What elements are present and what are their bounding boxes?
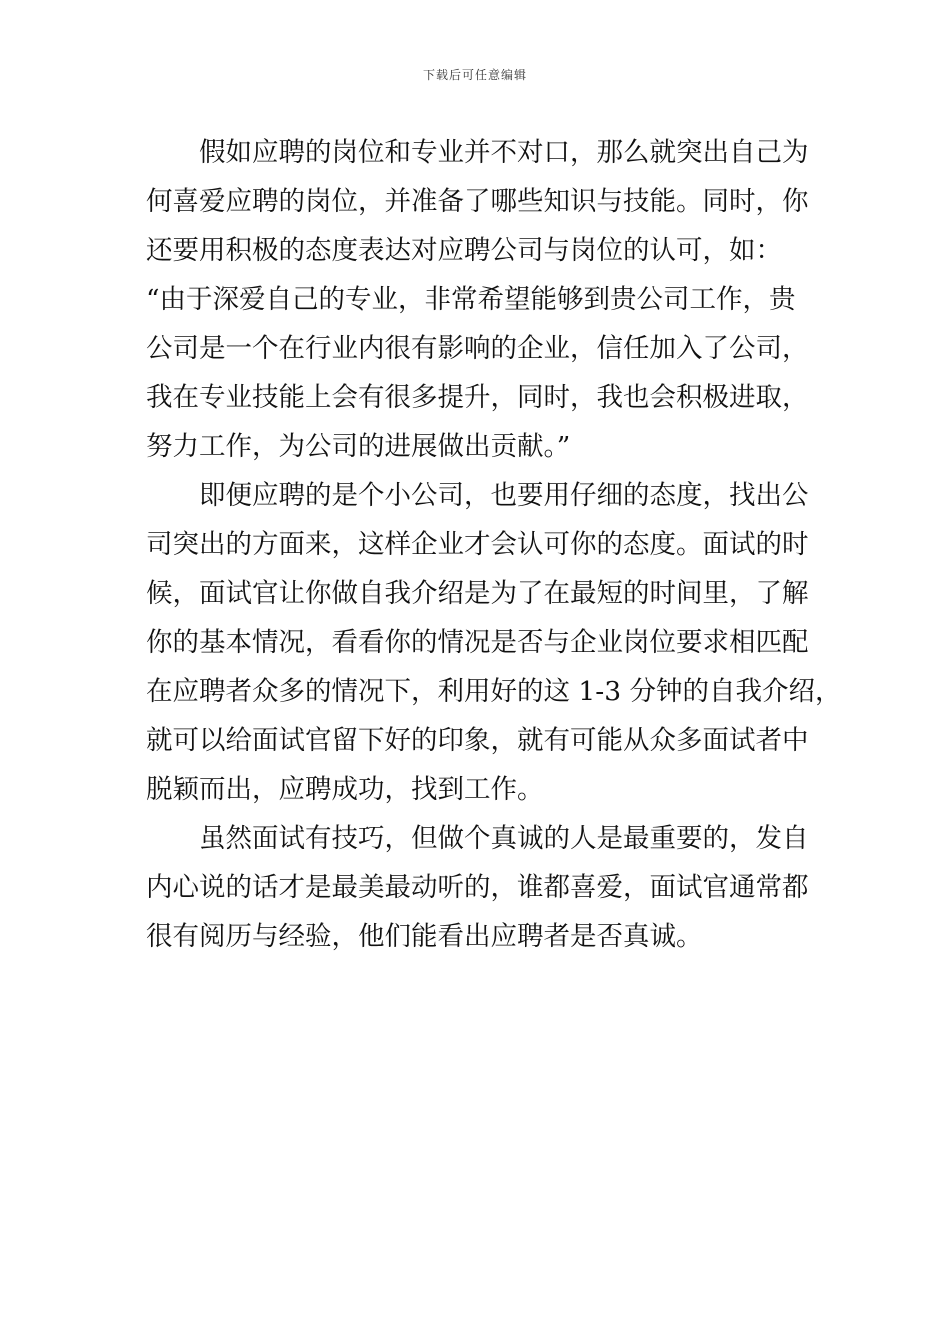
- paragraph-line: 脱颖而出，应聘成功，找到工作。: [146, 774, 544, 805]
- paragraph-1: [146, 128, 808, 471]
- paragraph-line: 公司是一个在行业内很有影响的企业，信任加入了公司，: [146, 333, 809, 364]
- paragraph-line: 司突出的方面来，这样企业才会认可你的态度。面试的时: [146, 529, 809, 560]
- paragraph-line: 很有阅历与经验，他们能看出应聘者是否真诚。: [146, 921, 703, 952]
- paragraph-line: 即便应聘的是个小公司，也要用仔细的态度，找出公: [199, 480, 809, 511]
- paragraph-line: 你的基本情况，看看你的情况是否与企业岗位要求相匹配: [146, 627, 809, 658]
- paragraph-line: 在应聘者众多的情况下，利用好的这 1-3 分钟的自我介绍，: [146, 676, 842, 707]
- document-body: [146, 128, 842, 961]
- paragraph-line: 假如应聘的岗位和专业并不对口，那么就突出自己为: [199, 137, 809, 168]
- paragraph-line: 候，面试官让你做自我介绍是为了在最短的时间里，了解: [146, 578, 809, 609]
- paragraph-line: 我在专业技能上会有很多提升，同时，我也会积极进取，: [146, 382, 809, 413]
- paragraph-line: 努力工作，为公司的进展做出贡献。”: [146, 431, 571, 462]
- paragraph-line: 内心说的话才是最美最动听的，谁都喜爱，面试官通常都: [146, 872, 809, 903]
- paragraph-line: 还要用积极的态度表达对应聘公司与岗位的认可，如：: [146, 235, 782, 266]
- paragraph-line: “由于深爱自己的专业，非常希望能够到贵公司工作，贵: [146, 284, 796, 315]
- paragraph-2: [146, 471, 842, 814]
- header-note: 下载后可任意编辑: [422, 68, 527, 82]
- paragraph-line: 何喜爱应聘的岗位，并准备了哪些知识与技能。同时，你: [146, 186, 809, 217]
- paragraph-3: [146, 814, 808, 961]
- paragraph-line: 就可以给面试官留下好的印象，就有可能从众多面试者中: [146, 725, 809, 756]
- paragraph-line: 虽然面试有技巧，但做个真诚的人是最重要的，发自: [199, 823, 809, 854]
